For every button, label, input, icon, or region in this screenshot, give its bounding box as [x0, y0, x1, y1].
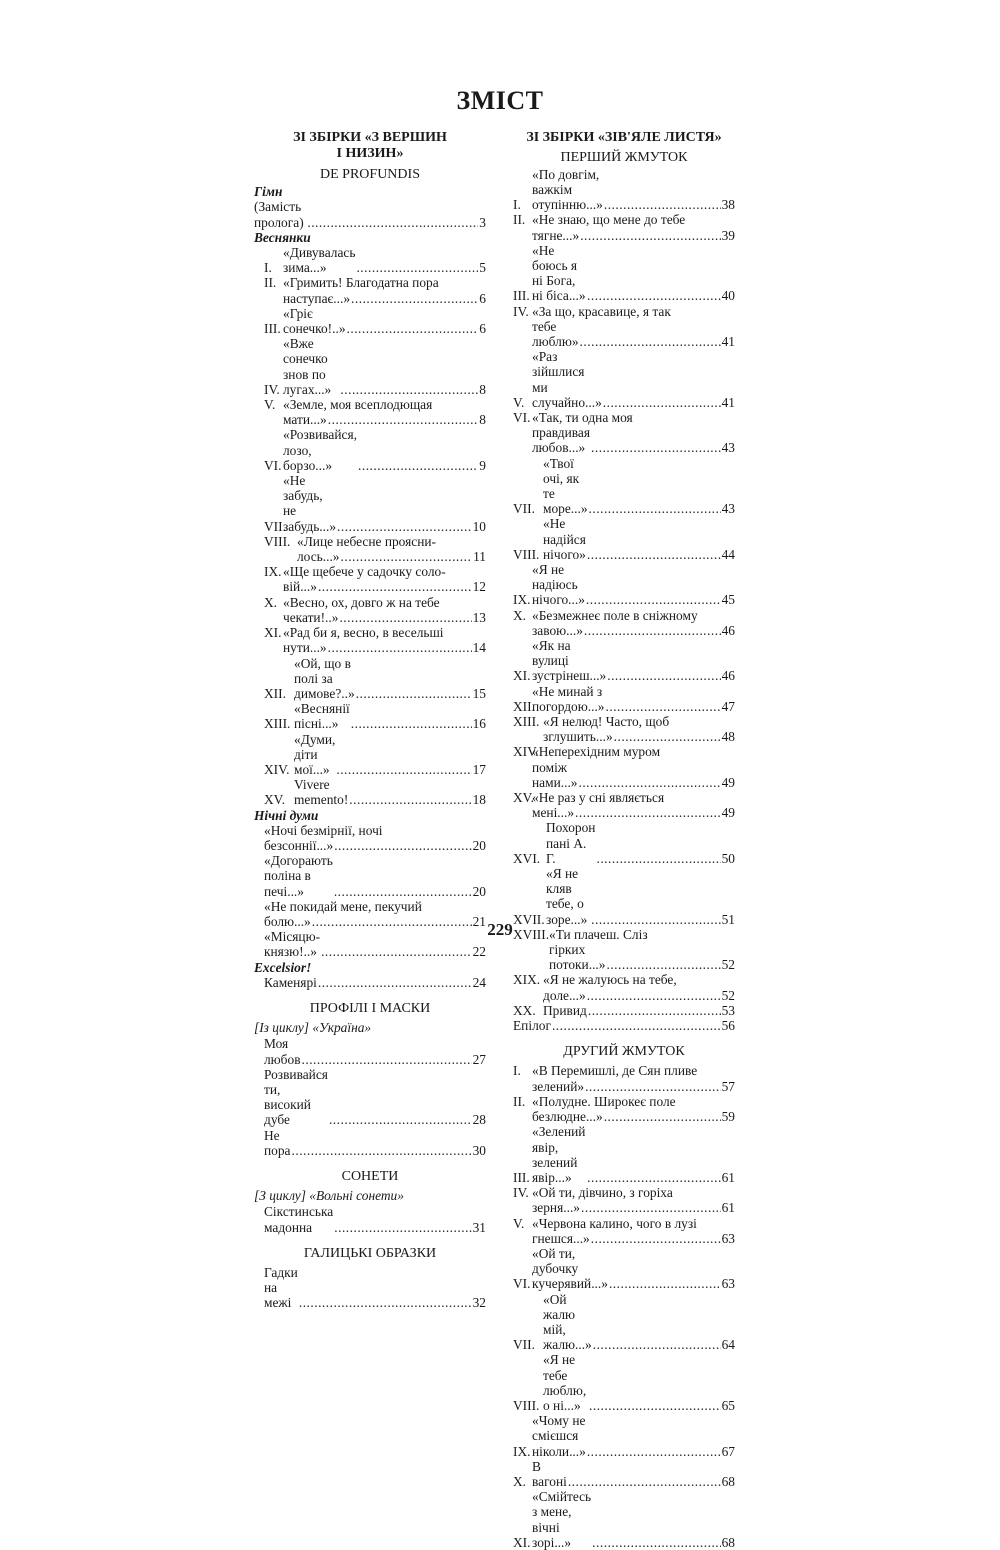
section-heading: [254, 130, 486, 161]
toc-entry: III. «Гріє сонечко!..» ..... 6: [254, 306, 486, 336]
toc-entry: XIII. «Веснянії пісні...» ..... 16: [254, 701, 486, 731]
page-title: ЗМІСТ: [456, 86, 544, 115]
toc-entry-line1: XIV. «Неперехідним муром: [513, 744, 661, 760]
toc-entry: доле...» ..... 52: [513, 988, 735, 1003]
toc-entry-line1: «Ночі безмірнії, ночі: [264, 822, 383, 838]
subsection-heading: ПЕРШИЙ ЖМУТОК: [560, 149, 688, 165]
toc-entry: Сікстинська мадонна ..... 31: [254, 1204, 486, 1234]
toc-entry: «Догорають поліна в печі...» ..... 20: [254, 853, 486, 899]
toc-entry: V. «Раз зійшлися ми случайно...» ..... 41: [513, 349, 735, 410]
group-heading: Веснянки: [254, 229, 311, 245]
toc-entry: XII. «Не минай з погордою...» ..... 47: [513, 684, 735, 714]
toc-entry: зелений» ..... 57: [513, 1079, 735, 1094]
toc-entry-line1: VI. «Так, ти одна моя: [513, 409, 633, 425]
toc-entry-line1: XIX. «Я не жалуюсь на тебе,: [513, 972, 677, 988]
toc-entry-line1: VIII. «Лице небесне проясни-: [264, 533, 437, 549]
toc-entry: зерня...» ..... 61: [513, 1200, 735, 1215]
toc-entry: правдивая любов...» ..... 43: [513, 425, 735, 455]
toc-entry: «Місяцю-князю!..» ..... 22: [254, 929, 486, 959]
toc-entry: нути...» ..... 14: [254, 640, 486, 655]
toc-entry: VII. «Не забудь, не забудь...» ..... 10: [254, 473, 486, 534]
toc-entry: IX. «Чому не смієшся ніколи...» ..... 67: [513, 1413, 735, 1459]
cycle-heading: [Із циклу] «Україна»: [254, 1020, 372, 1036]
toc-entry: VII. «Твої очі, як те море...» ..... 43: [513, 456, 735, 517]
toc-entry: мені...» ..... 49: [513, 805, 735, 820]
toc-entry: XVI. Похорон пані А. Г. ..... 50: [513, 820, 735, 866]
toc-entry-line1: XV. «Не раз у сні являється: [513, 790, 665, 806]
toc-entry: гнешся...» ..... 63: [513, 1231, 735, 1246]
toc-entry-line1: X. «Весно, ох, довго ж на тебе: [264, 594, 440, 610]
subsection-heading: СОНЕТИ: [341, 1169, 399, 1184]
toc-entry: I. «По довгім, важкім отупінню...» ..... 38: [513, 167, 735, 213]
toc-entry: Каменярі ..... 24: [254, 975, 486, 990]
subsection-heading: DE PROFUNDIS: [320, 167, 420, 182]
toc-entry-line1: XI. «Рад би я, весно, в весельші: [264, 625, 444, 641]
toc-entry: Розвивайся ти, високий дубе ..... 28: [254, 1067, 486, 1128]
toc-entry: VIII. «Не надійся нічого» ..... 44: [513, 516, 735, 562]
toc-entry: Гадки на межі ..... 32: [254, 1265, 486, 1311]
toc-entry: тебе люблю» ..... 41: [513, 319, 735, 349]
toc-entry: Гімн (Замість пролога) ..... 3: [254, 184, 486, 230]
toc-entry-line1: IV. «Ой ти, дівчино, з горіха: [513, 1185, 673, 1201]
cycle-heading: [З циклу] «Вольні сонети»: [254, 1188, 404, 1204]
section-heading-line2: І НИЗИН»: [336, 145, 404, 161]
toc-entry: III. «Не боюсь я ні Бога, ні біса...» ..... 40: [513, 243, 735, 304]
toc-entry-line1: «Не покидай мене, пекучий: [264, 898, 422, 914]
toc-entry-line1: XVIII. «Ти плачеш. Сліз: [513, 926, 648, 942]
toc-entry: наступає...» ..... 6: [254, 291, 486, 306]
subsection-heading: ПРОФІЛІ І МАСКИ: [309, 1000, 431, 1016]
toc-entry: IX. «Я не надіюсь нічого...» ..... 45: [513, 562, 735, 608]
toc-entry: XVII. «Я не кляв тебе, о зоре...» ..... 51: [513, 866, 735, 927]
toc-entry-line1: IV. «За що, красавице, я так: [513, 303, 671, 319]
toc-entry: лось...» ..... 11: [254, 549, 486, 564]
toc-entry: XIV. «Думи, діти мої...» ..... 17: [254, 732, 486, 778]
toc-entry: мати...» ..... 8: [254, 412, 486, 427]
toc-entry-line1: XIII. «Я нелюд! Часто, щоб: [513, 714, 670, 730]
toc-entry: Моя любов ..... 27: [254, 1036, 486, 1066]
subsection-heading: ДРУГИЙ ЖМУТОК: [563, 1044, 685, 1060]
toc-entry: тягне...» ..... 39: [513, 228, 735, 243]
page-number: 229: [487, 920, 513, 939]
toc-entry: поміж нами...» ..... 49: [513, 760, 735, 790]
group-heading: Excelsior!: [254, 959, 312, 975]
toc-entry: XI. «Як на вулиці зустрінеш...» ..... 46: [513, 638, 735, 684]
toc-entry: VI. «Ой ти, дубочку кучерявий...» ..... 63: [513, 1246, 735, 1292]
toc-entry-line1: II. «Гримить! Благодатна пора: [264, 275, 439, 291]
toc-entry: I. «Дивувалась зима...» ..... 5: [254, 245, 486, 275]
toc-entry-line1: IX. «Ще щебече у садочку соло-: [264, 564, 446, 580]
toc-entry: IV. «Вже сонечко знов по лугах...» ..... 8: [254, 336, 486, 397]
toc-entry: XI. «Смійтесь з мене, вічні зорі...» ..... 68: [513, 1489, 735, 1550]
toc-entry: завою...» ..... 46: [513, 623, 735, 638]
toc-entry: Не пора ..... 30: [254, 1128, 486, 1158]
toc-entry: XII. «Ой, що в полі за димове?..» ..... 15: [254, 656, 486, 702]
toc-entry-line1: X. «Безмежнеє поле в сніжному: [513, 607, 698, 623]
toc-entry: VII. «Ой жалю мій, жалю...» ..... 64: [513, 1292, 735, 1353]
toc-entry: XX. Привид ..... 53: [513, 1003, 735, 1018]
toc-entry: X. В вагоні ..... 68: [513, 1459, 735, 1489]
toc-entry-line1: II. «Полудне. Широкеє поле: [513, 1093, 676, 1109]
subsection-heading: ГАЛИЦЬКІ ОБРАЗКИ: [303, 1245, 437, 1261]
toc-entry-line1: I. «В Перемишлі, де Сян пливе: [513, 1063, 698, 1079]
toc-entry: вій...» ..... 12: [254, 579, 486, 594]
toc-entry-line1: II. «Не знаю, що мене до тебе: [513, 212, 686, 228]
toc-entry: XV. Vivere memento! ..... 18: [254, 777, 486, 807]
toc-right-column: [513, 130, 735, 1550]
toc-left-column: [254, 130, 486, 1311]
toc-entry: безсоннії...» ..... 20: [254, 838, 486, 853]
toc-entry: III. «Зелений явір, зелений явір...» ..... 61: [513, 1124, 735, 1185]
toc-entry: чекати!..» ..... 13: [254, 610, 486, 625]
toc-entry: зглушить...» ..... 48: [513, 729, 735, 744]
toc-entry: безлюдне...» ..... 59: [513, 1109, 735, 1124]
toc-entry-line1: V. «Червона калино, чого в лузі: [513, 1215, 697, 1231]
section-heading-line1: ЗІ ЗБІРКИ «З ВЕРШИН: [293, 130, 447, 145]
toc-entry: гірких потоки...» ..... 52: [513, 942, 735, 972]
toc-entry-line1: V. «Земле, моя всеплодющая: [264, 397, 433, 413]
section-heading: ЗІ ЗБІРКИ «ЗІВ'ЯЛЕ ЛИСТЯ»: [526, 130, 722, 145]
toc-entry: VIII. «Я не тебе люблю, о ні...» ..... 65: [513, 1352, 735, 1413]
group-heading: Нічні думи: [254, 807, 319, 823]
toc-entry: VI. «Розвивайся, лозо, борзо...» ..... 9: [254, 427, 486, 473]
toc-entry: Епілог ..... 56: [513, 1018, 735, 1033]
toc-entry: болю...» ..... 21: [254, 914, 486, 929]
